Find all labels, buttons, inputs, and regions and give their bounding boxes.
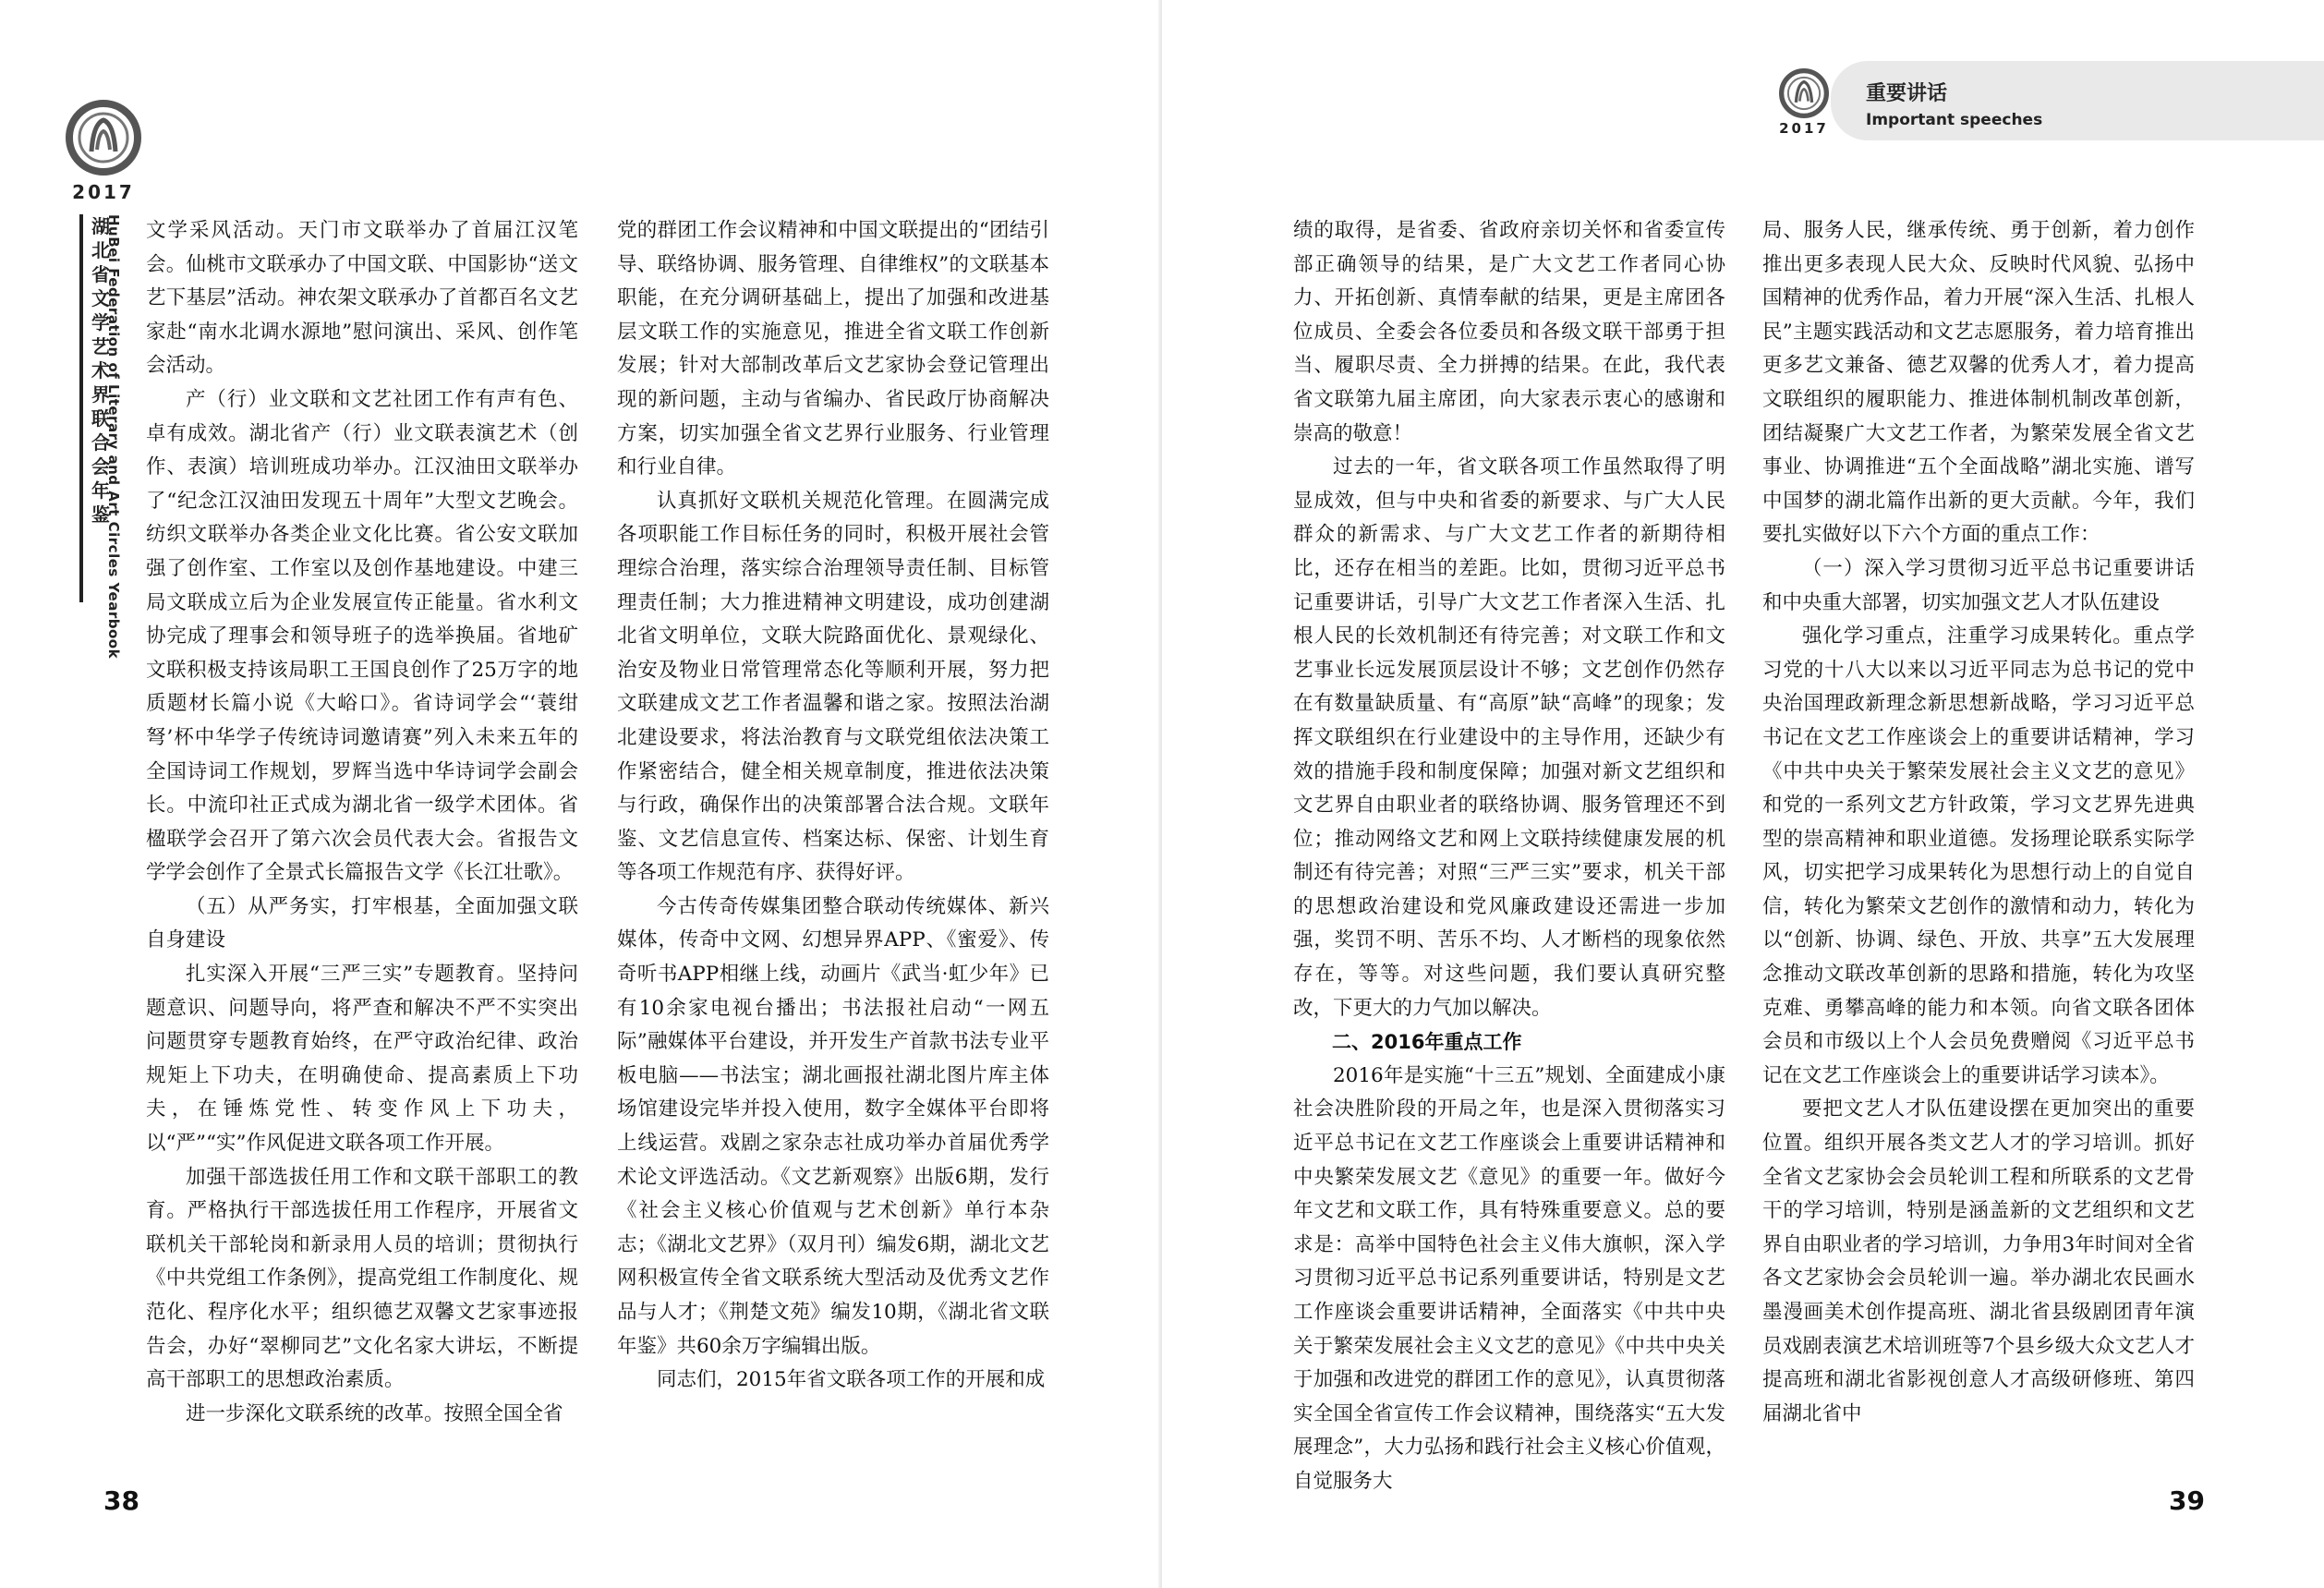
left-logo (57, 100, 150, 203)
year-label: 2017 (72, 181, 135, 203)
paragraph: 今古传奇传媒集团整合联动传统媒体、新兴媒体，传奇中文网、幻想异界APP、《蜜爱》、传奇听书APP相继上线，动画片《武当·虹少年》已有10余家电视台播出；书法报社启动“一网五际”融媒体平台建设，并开发生产首款书法专业平板电脑——书法宝；湖北画报社湖北图片库主体场馆建设完毕并投入使用，数字全媒体平台即将上线运营。戏剧之家杂志社成功举办首届优秀学术论文评选活动。《文艺新观察》出版6期，发行《社会主义核心价值观与艺术创新》单行本杂志；《湖北文艺界》（双月刊）编发6期，湖北文艺网积极宣传全省文联系统大型活动及优秀文艺作品与人才；《荆楚文苑》编发10期，《湖北省文联年鉴》共60余万字编辑出版。 (617, 894, 1049, 1358)
yearbook-vertical-title (79, 214, 122, 660)
text-column-4 (1762, 214, 2195, 1431)
paragraph: （一）深入学习贯彻习近平总书记重要讲话和中央重大部署，切实加强文艺人才队伍建设 (1762, 556, 2195, 614)
paragraph: 产（行）业文联和文艺社团工作有声有色、卓有成效。湖北省产（行）业文联表演艺术（创作、表演）培训班成功举办。江汉油田文联举办了“纪念江汉油田发现五十周年”大型文艺晚会。纺织文联举办各类企业文化比赛。省公安文联加强了创作室、工作室以及创作基地建设。中建三局文联成立后为企业发展宣传正能量。省水利文协完成了理事会和领导班子的选举换届。省地矿文联积极支持该局职工王国良创作了25万字的地质题材长篇小说《大峪口》。省诗词学会“‘蓑绀弩’杯中华学子传统诗词邀请赛”列入未来五年的全国诗词工作规划，罗辉当选中华诗词学会副会长。中流印社正式成为湖北省一级学术团体。省楹联学会召开了第六次会员代表大会。省报告文学学会创作了全景式长篇报告文学《长江壮歌》。 (146, 387, 578, 885)
paragraph: 文学采风活动。天门市文联举办了首届江汉笔会。仙桃市文联承办了中国文联、中国影协“送文艺下基层”活动。神农架文联承办了首都百名文艺家赴“南水北调水源地”慰问演出、采风、创作笔会活动。 (146, 219, 578, 378)
paragraph: 二、2016年重点工作 (1332, 1031, 1522, 1054)
right-logo (1772, 68, 1836, 137)
paragraph: 要把文艺人才队伍建设摆在更加突出的重要位置。组织开展各类文艺人才的学习培训。抓好全省文艺家协会会员轮训工程和所联系的文艺骨干的学习培训，特别是涵盖新的文艺组织和文艺界自由职业者的学习培训，力争用3年时间对全省各文艺家协会会员轮训一遍。举办湖北农民画水墨漫画美术创作提高班、湖北省县级剧团青年演员戏剧表演艺术培训班等7个县乡级大众文艺人才提高班和湖北省影视创意人才高级研修班、第四届湖北省中 (1762, 1097, 2195, 1425)
paragraph: 加强干部选拔任用工作和文联干部职工的教育。严格执行干部选拔任用工作程序，开展省文联机关干部轮岗和新录用人员的培训；贯彻执行《中共党组工作条例》，提高党组工作制度化、规范化、程序化水平；组织德艺双馨文艺家事迹报告会，办好“翠柳同艺”文化名家大讲坛，不断提高干部职工的思想政治素质。 (146, 1165, 578, 1392)
text-column-2 (617, 214, 1049, 1398)
paragraph: 党的群团工作会议精神和中国文联提出的“团结引导、联络协调、服务管理、自律维权”的文联基本职能，在充分调研基础上，提出了加强和改进基层文联工作的实施意见，推进全省文联工作创新发展；针对大部制改革后文艺家协会登记管理出现的新问题，主动与省编办、省民政厅协商解决方案，切实加强全省文艺界行业服务、行业管理和行业自律。 (617, 219, 1049, 479)
paragraph: 扎实深入开展“三严三实”专题教育。坚持问题意识、问题导向，将严查和解决不严不实突出问题贯穿专题教育始终，在严守政治纪律、政治规矩上下功夫，在明确使命、提高素质上下功夫，在锤炼党性、转变作风上下功夫，以“严”“实”作风促进文联各项工作开展。 (146, 963, 578, 1156)
paragraph: 过去的一年，省文联各项工作虽然取得了明显成效，但与中央和省委的新要求、与广大人民群众的新需求、与广大文艺工作者的新期待相比，还存在相当的差距。比如，贯彻习近平总书记重要讲话，引导广大文艺工作者深入生活、扎根人民的长效机制还有待完善；对文联工作和文艺事业长远发展顶层设计不够；文艺创作仍然存在有数量缺质量、有“高原”缺“高峰”的现象；发挥文联组织在行业建设中的主导作用，还缺少有效的措施手段和制度保障；加强对新文艺组织和文艺界自由职业者的联络协调、服务管理还不到位；推动网络文艺和网上文联持续健康发展的机制还有待完善；对照“三严三实”要求，机关干部的思想政治建设和党风廉政建设还需进一步加强，奖罚不明、苦乐不均、人才断档的现象依然存在，等等。对这些问题，我们要认真研究整改，下更大的力气加以解决。 (1293, 455, 1725, 1020)
page-number-left: 38 (103, 1485, 139, 1516)
text-column-3 (1293, 214, 1725, 1499)
section-title-en: Important speeches (1866, 111, 2043, 129)
paragraph: 2016年是实施“十三五”规划、全面建成小康社会决胜阶段的开局之年，也是深入贯彻落实习近平总书记在文艺工作座谈会上重要讲话精神和中央繁荣发展文艺《意见》的重要一年。做好今年文艺和文联工作，具有特殊重要意义。总的要求是：高举中国特色社会主义伟大旗帜，深入学习贯彻习近平总书记系列重要讲话，特别是文艺工作座谈会重要讲话精神，全面落实《中共中央关于繁荣发展社会主义文艺的意见》《中共中央关于加强和改进党的群团工作的意见》，认真贯彻落实全国全省宣传工作会议精神，围绕落实“五大发展理念”，大力弘扬和践行社会主义核心价值观，自觉服务大 (1293, 1063, 1725, 1493)
paragraph: 认真抓好文联机关规范化管理。在圆满完成各项职能工作目标任务的同时，积极开展社会管理综合治理，落实综合治理领导责任制、目标管理责任制；大力推进精神文明建设，成功创建湖北省文明单位，文联大院路面优化、景观绿化、治安及物业日常管理常态化等顺利开展，努力把文联建成文艺工作者温馨和谐之家。按照法治湖北建设要求，将法治教育与文联党组依法决策工作紧密结合，健全相关规章制度，推进依法决策与行政，确保作出的决策部署合法合规。文联年鉴、文艺信息宣传、档案达标、保密、计划生育等各项工作规范有序、获得好评。 (617, 489, 1049, 885)
page-number-right: 39 (2169, 1485, 2205, 1516)
yearbook-title-en: HuBei Federation of Literary and Art Circles Yearbook (105, 214, 122, 660)
yearbook-title-cn: 湖 北 省 文 学 艺 术 界 联 合 会 年 鉴 (91, 215, 110, 526)
paragraph: 进一步深化文联系统的改革。按照全国全省 (186, 1401, 563, 1425)
paragraph: 强化学习重点，注重学习成果转化。重点学习党的十八大以来以习近平同志为总书记的党中央治国理政新理念新思想新战略，学习习近平总书记在文艺工作座谈会上的重要讲话精神，学习《中共中央关于繁荣发展社会主义文艺的意见》和党的一系列文艺方针政策，学习文艺界先进典型的崇高精神和职业道德。发扬理论联系实际学风，切实把学习成果转化为思想行动上的自觉自信，转化为繁荣文艺创作的激情和动力，转化为以“创新、协调、绿色、开放、共享”五大发展理念推动文联改革创新的思路和措施，转化为攻坚克难、勇攀高峰的能力和本领。向省文联各团体会员和市级以上个人会员免费赠阅《习近平总书记在文艺工作座谈会上的重要讲话学习读本》。 (1762, 624, 2195, 1087)
paragraph: 同志们，2015年省文联各项工作的开展和成 (657, 1368, 1046, 1392)
paragraph: （五）从严务实，打牢根基，全面加强文联自身建设 (146, 894, 578, 952)
paragraph: 绩的取得，是省委、省政府亲切关怀和省委宣传部正确领导的结果，是广大文艺工作者同心协力、开拓创新、真情奉献的结果，更是主席团各位成员、全委会各位委员和各级文联干部勇于担当、履职尽责、全力拼搏的结果。在此，我代表省文联第九届主席团，向大家表示衷心的感谢和崇高的敬意！ (1293, 219, 1725, 445)
federation-emblem-icon (66, 100, 141, 176)
federation-emblem-icon (1779, 68, 1829, 118)
section-title-cn: 重要讲话 (1866, 82, 1948, 105)
text-column-1 (146, 214, 578, 1431)
paragraph: 局、服务人民，继承传统、勇于创新，着力创作推出更多表现人民大众、反映时代风貌、弘扬中国精神的优秀作品，着力开展“深入生活、扎根人民”主题实践活动和文艺志愿服务，着力培育推出更多艺文兼备、德艺双馨的优秀人才，着力提高文联组织的履职能力、推进体制机制改革创新，团结凝聚广大文艺工作者，为繁荣发展全省文艺事业、协调推进“五个全面战略”湖北实施、谱写中国梦的湖北篇作出新的更大贡献。今年，我们要扎实做好以下六个方面的重点工作： (1762, 219, 2195, 547)
year-label: 2017 (1779, 120, 1829, 137)
